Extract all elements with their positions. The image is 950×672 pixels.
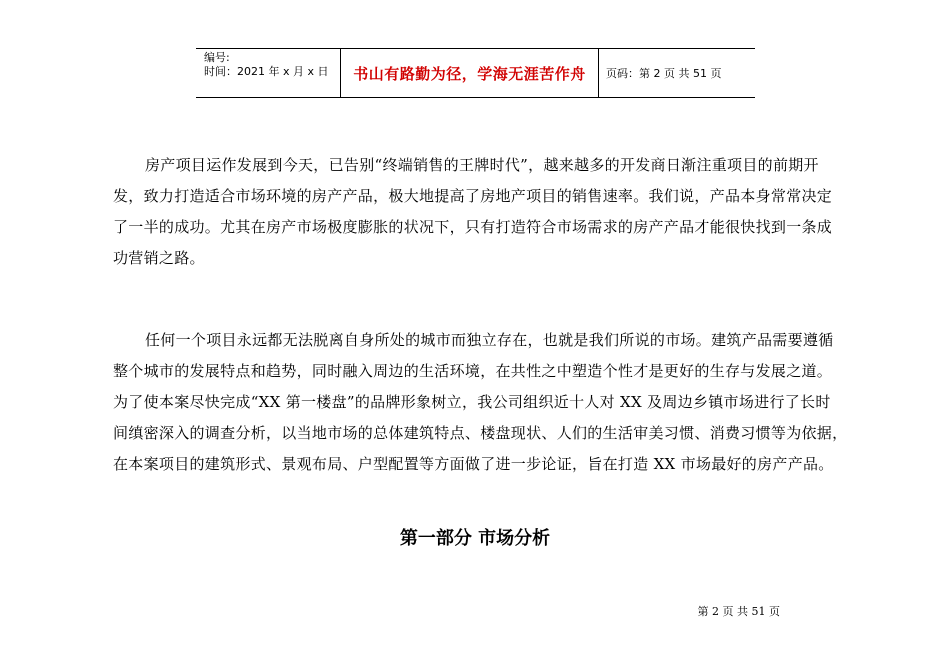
paragraph-2-line: 间缜密深入的调查分析，以当地市场的总体建筑特点、楼盘现状、人们的生活审美习惯、消费习惯等为依据， (113, 424, 848, 442)
paragraph-1-line: 功营销之路。 (113, 249, 205, 267)
document-header (196, 48, 755, 98)
paragraph-2-line: 在本案项目的建筑形式、景观布局、户型配置等方面做了进一步论证，旨在打造 XX 市场最好的房产产品。 (113, 455, 834, 473)
section-title: 第一部分 市场分析 (399, 528, 551, 549)
paragraph-1-line: 了一半的成功。尤其在房产市场极度膨胀的状况下，只有打造符合市场需求的房产产品才能很快找到一条成 (113, 218, 833, 236)
date-label: 时间：2021 年 x 月 x 日 (204, 65, 329, 78)
paragraph-2-line: 任何一个项目永远都无法脱离自身所处的城市而独立存在，也就是我们所说的市场。建筑产品需要遵循 (145, 331, 834, 349)
motto-text: 书山有路勤为径，学海无涯苦作舟 (353, 64, 586, 83)
paragraph-1-line: 发，致力打造适合市场环境的房产产品，极大地提高了房地产项目的销售速率。我们说，产品本身常常决定 (113, 187, 833, 205)
paragraph-1 (113, 150, 883, 274)
paragraph-2-line: 为了使本案尽快完成“XX 第一楼盘”的品牌形象树立，我公司组织近十人对 XX 及周边乡镇市场进行了长时 (113, 393, 831, 411)
page-footer: 第 2 页 共 51 页 (697, 605, 780, 618)
page-code-text: 页码：第 2 页 共 51 页 (606, 67, 722, 80)
number-label: 编号: (204, 51, 230, 64)
header-motto-cell (341, 49, 599, 97)
paragraph-2 (113, 325, 883, 480)
paragraph-2-line: 整个城市的发展特点和趋势，同时融入周边的生活环境，在共性之中塑造个性才是更好的生存与发展之道。 (113, 362, 833, 380)
header-meta (196, 49, 341, 97)
header-page-code (599, 49, 755, 97)
paragraph-1-line: 房产项目运作发展到今天，已告别“终端销售的王牌时代”，越来越多的开发商日渐注重项目的前期开 (145, 156, 819, 174)
